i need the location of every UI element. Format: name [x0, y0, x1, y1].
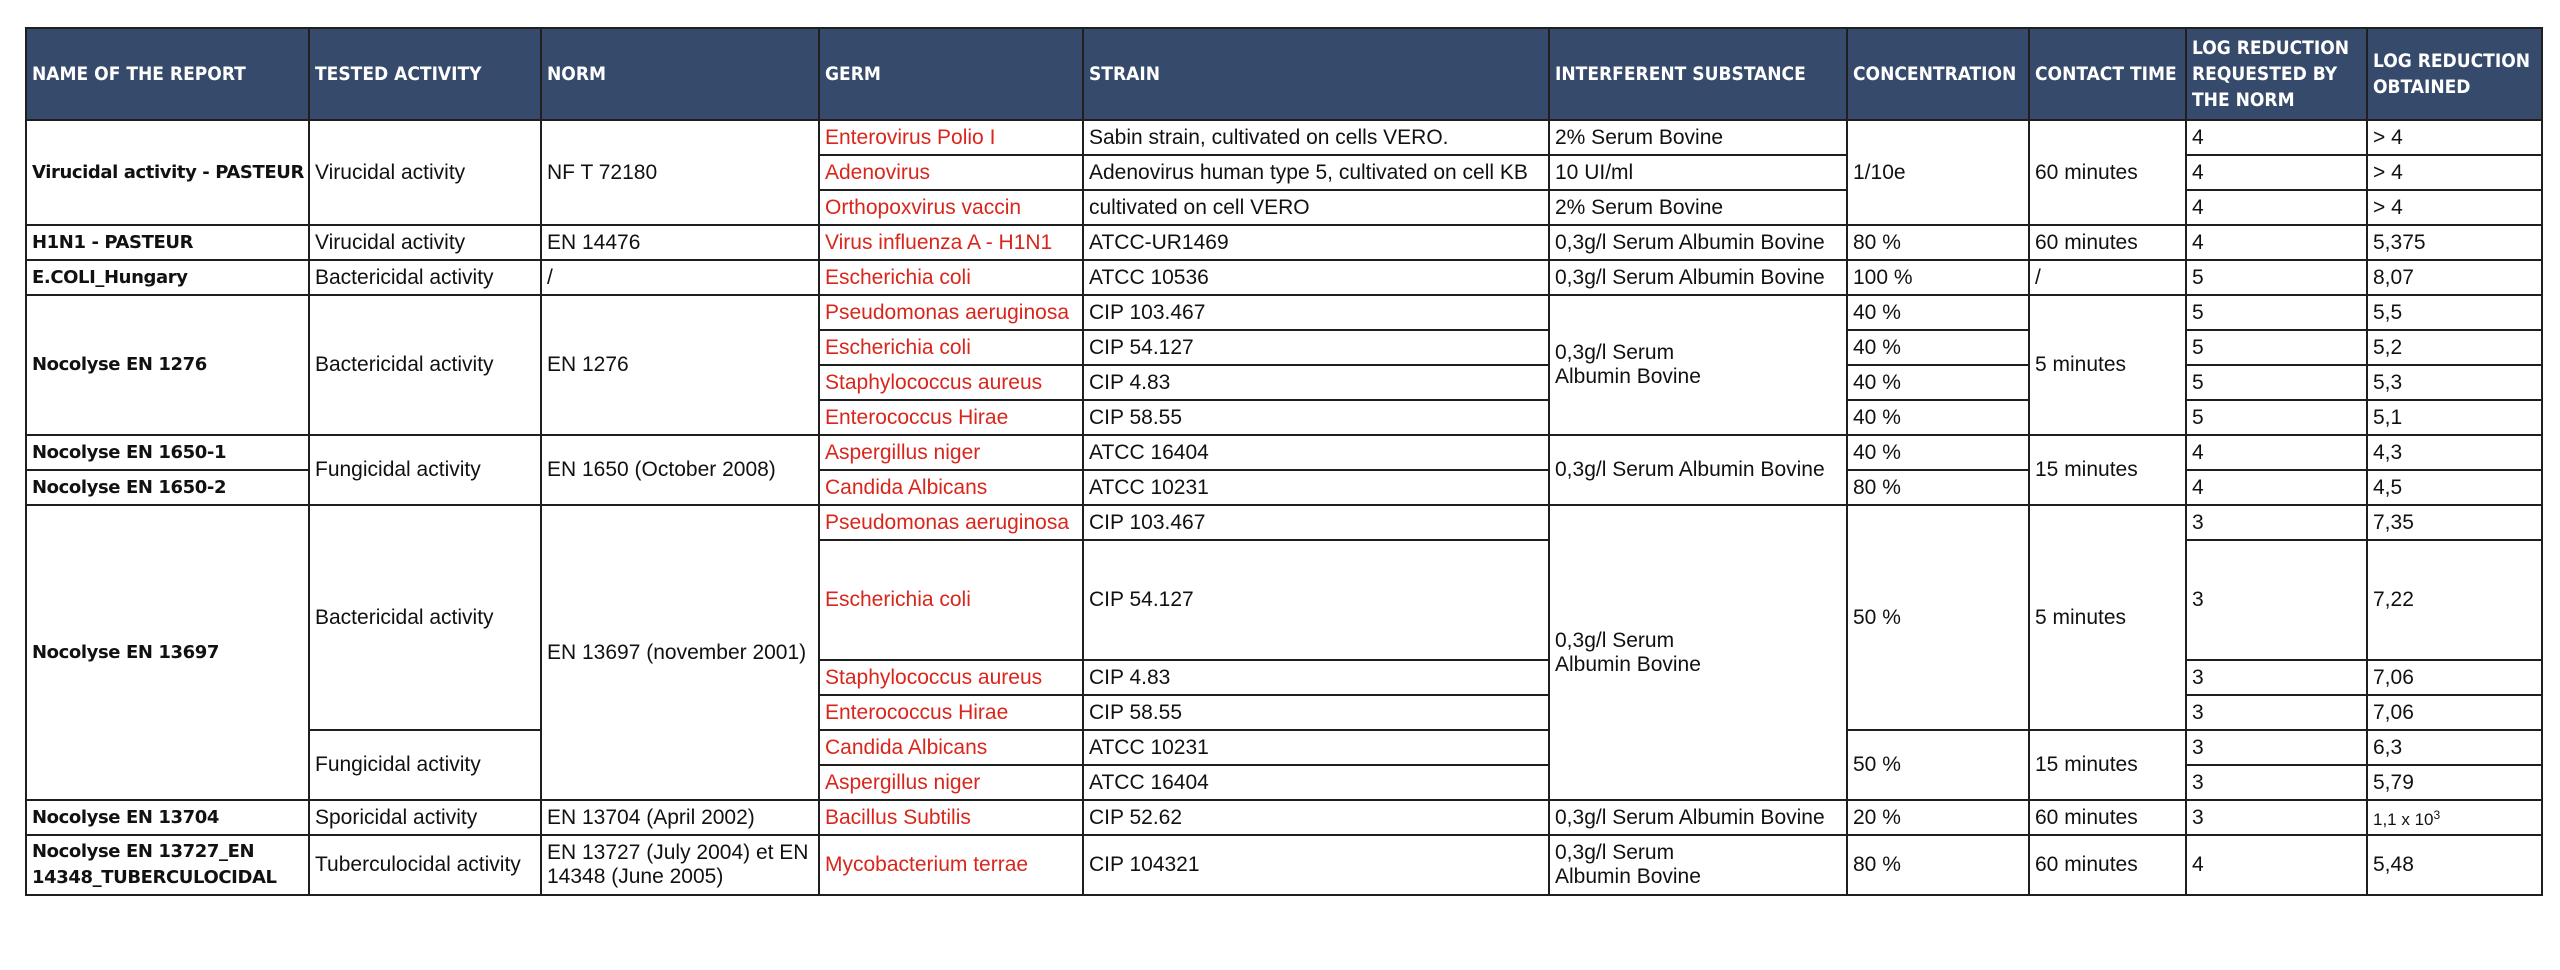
germ: Escherichia coli	[819, 330, 1083, 365]
log-obtained: > 4	[2367, 155, 2542, 190]
norm: EN 13697 (november 2001)	[541, 505, 819, 800]
log-requested: 5	[2186, 400, 2367, 435]
report-name: Nocolyse EN 1650-2	[26, 470, 309, 505]
strain: CIP 4.83	[1083, 660, 1549, 695]
log-obtained	[2367, 800, 2542, 835]
log-requested: 4	[2186, 120, 2367, 155]
contact-time: 60 minutes	[2029, 225, 2186, 260]
strain: cultivated on cell VERO	[1083, 190, 1549, 225]
interferent: 0,3g/l Serum Albumin Bovine	[1549, 435, 1847, 505]
concentration: 100 %	[1847, 260, 2029, 295]
norm: NF T 72180	[541, 120, 819, 225]
log-requested: 4	[2186, 470, 2367, 505]
interferent: 10 UI/ml	[1549, 155, 1847, 190]
norm: EN 13727 (July 2004) et EN 14348 (June 2005)	[541, 835, 819, 895]
header-log-obtained: LOG REDUCTION OBTAINED	[2367, 28, 2542, 120]
concentration: 80 %	[1847, 835, 2029, 895]
interferent: 0,3g/l Serum Albumin Bovine	[1549, 225, 1847, 260]
table-row	[26, 435, 2542, 470]
log-obtained: 4,3	[2367, 435, 2542, 470]
concentration: 50 %	[1847, 505, 2029, 730]
log-obtained: 7,06	[2367, 660, 2542, 695]
germ	[819, 295, 1083, 330]
germ: Enterococcus Hirae	[819, 400, 1083, 435]
strain: ATCC 16404	[1083, 765, 1549, 800]
interferent: 0,3g/l Serum Albumin Bovine	[1549, 835, 1847, 895]
germ: Virus influenza A - H1N1	[819, 225, 1083, 260]
contact-time: 15 minutes	[2029, 730, 2186, 800]
table-row	[26, 260, 2542, 295]
header-row	[26, 28, 2542, 120]
table-row	[26, 295, 2542, 330]
log-requested: 5	[2186, 260, 2367, 295]
interferent: 0,3g/l Serum Albumin Bovine	[1549, 505, 1847, 800]
report-name: Nocolyse EN 13697	[26, 505, 309, 800]
germ: Candida Albicans	[819, 470, 1083, 505]
strain: CIP 104321	[1083, 835, 1549, 895]
germ: Adenovirus	[819, 155, 1083, 190]
log-obtained: 6,3	[2367, 730, 2542, 765]
strain: CIP 58.55	[1083, 400, 1549, 435]
log-requested: 3	[2186, 505, 2367, 540]
log-obtained: 5,375	[2367, 225, 2542, 260]
log-requested: 4	[2186, 190, 2367, 225]
log-requested: 3	[2186, 765, 2367, 800]
germ: Staphylococcus aureus	[819, 365, 1083, 400]
log-requested: 3	[2186, 800, 2367, 835]
log-obtained: > 4	[2367, 190, 2542, 225]
strain: ATCC-UR1469	[1083, 225, 1549, 260]
header-activity: TESTED ACTIVITY	[309, 28, 541, 120]
table-row	[26, 730, 2542, 765]
log-obtained: 7,22	[2367, 540, 2542, 660]
strain: ATCC 10536	[1083, 260, 1549, 295]
germ-text: Pseudomonas aeruginosa	[825, 510, 1070, 534]
contact-time: 60 minutes	[2029, 120, 2186, 225]
log-obtained: 5,79	[2367, 765, 2542, 800]
norm: EN 13704 (April 2002)	[541, 800, 819, 835]
interferent: 0,3g/l Serum Albumin Bovine	[1549, 295, 1847, 435]
germ: Escherichia coli	[819, 260, 1083, 295]
strain: Sabin strain, cultivated on cells VERO.	[1083, 120, 1549, 155]
contact-time: 5 minutes	[2029, 295, 2186, 435]
concentration: 80 %	[1847, 470, 2029, 505]
norm: EN 14476	[541, 225, 819, 260]
tested-activity: Tuberculocidal activity	[309, 835, 541, 895]
strain: ATCC 16404	[1083, 435, 1549, 470]
table-row	[26, 505, 2542, 540]
report-name: E.COLI_Hungary	[26, 260, 309, 295]
strain: CIP 58.55	[1083, 695, 1549, 730]
log-requested: 3	[2186, 695, 2367, 730]
log-requested: 3	[2186, 660, 2367, 695]
table-row	[26, 225, 2542, 260]
table-row	[26, 800, 2542, 835]
norm: EN 1650 (October 2008)	[541, 435, 819, 505]
report-name: Nocolyse EN 13704	[26, 800, 309, 835]
log-obtained: 4,5	[2367, 470, 2542, 505]
tested-activity: Virucidal activity	[309, 225, 541, 260]
log-requested: 4	[2186, 835, 2367, 895]
concentration: 20 %	[1847, 800, 2029, 835]
log-obtained-base: 1,1 x 10	[2373, 810, 2434, 829]
norm: EN 1276	[541, 295, 819, 435]
contact-time: 60 minutes	[2029, 800, 2186, 835]
strain: CIP 4.83	[1083, 365, 1549, 400]
header-strain: STRAIN	[1083, 28, 1549, 120]
concentration: 80 %	[1847, 225, 2029, 260]
log-requested: 5	[2186, 295, 2367, 330]
header-name: NAME OF THE REPORT	[26, 28, 309, 120]
tested-activity: Sporicidal activity	[309, 800, 541, 835]
log-requested: 5	[2186, 365, 2367, 400]
strain: CIP 52.62	[1083, 800, 1549, 835]
germ: Orthopoxvirus vaccin	[819, 190, 1083, 225]
report-name: Virucidal activity - PASTEUR	[26, 120, 309, 225]
germ: Bacillus Subtilis	[819, 800, 1083, 835]
germ: Staphylococcus aureus	[819, 660, 1083, 695]
germ: Aspergillus niger	[819, 435, 1083, 470]
germ: Enterococcus Hirae	[819, 695, 1083, 730]
log-obtained: 5,3	[2367, 365, 2542, 400]
report-name: H1N1 - PASTEUR	[26, 225, 309, 260]
header-germ: GERM	[819, 28, 1083, 120]
tested-activity: Fungicidal activity	[309, 730, 541, 800]
report-name: Nocolyse EN 1276	[26, 295, 309, 435]
germ	[819, 505, 1083, 540]
log-requested: 3	[2186, 540, 2367, 660]
log-obtained: 5,1	[2367, 400, 2542, 435]
germ: Aspergillus niger	[819, 765, 1083, 800]
log-requested: 4	[2186, 435, 2367, 470]
report-name: Nocolyse EN 1650-1	[26, 435, 309, 470]
strain-text: Adenovirus human type 5, cultivated on cell KB	[1089, 160, 1528, 184]
log-requested: 5	[2186, 330, 2367, 365]
log-obtained: 8,07	[2367, 260, 2542, 295]
germ: Mycobacterium terrae	[819, 835, 1083, 895]
germ: Candida Albicans	[819, 730, 1083, 765]
contact-time: 5 minutes	[2029, 505, 2186, 730]
tested-activity: Virucidal activity	[309, 120, 541, 225]
concentration: 50 %	[1847, 730, 2029, 800]
log-obtained: 5,48	[2367, 835, 2542, 895]
log-obtained: 7,06	[2367, 695, 2542, 730]
disinfectant-efficacy-table	[25, 27, 2543, 896]
log-requested: 4	[2186, 155, 2367, 190]
strain: CIP 54.127	[1083, 540, 1549, 660]
concentration: 40 %	[1847, 295, 2029, 330]
concentration: 40 %	[1847, 365, 2029, 400]
log-obtained: 7,35	[2367, 505, 2542, 540]
log-obtained: > 4	[2367, 120, 2542, 155]
tested-activity: Bactericidal activity	[309, 505, 541, 730]
tested-activity: Bactericidal activity	[309, 260, 541, 295]
header-interferent: INTERFERENT SUBSTANCE	[1549, 28, 1847, 120]
concentration: 1/10e	[1847, 120, 2029, 225]
strain: ATCC 10231	[1083, 730, 1549, 765]
header-norm: NORM	[541, 28, 819, 120]
strain: CIP 103.467	[1083, 505, 1549, 540]
norm: /	[541, 260, 819, 295]
log-obtained-exponent: 3	[2433, 808, 2441, 822]
contact-time: /	[2029, 260, 2186, 295]
header-concentration: CONCENTRATION	[1847, 28, 2029, 120]
concentration: 40 %	[1847, 400, 2029, 435]
interferent: 0,3g/l Serum Albumin Bovine	[1549, 260, 1847, 295]
concentration: 40 %	[1847, 435, 2029, 470]
germ: Escherichia coli	[819, 540, 1083, 660]
tested-activity: Bactericidal activity	[309, 295, 541, 435]
strain: CIP 103.467	[1083, 295, 1549, 330]
header-contact-time: CONTACT TIME	[2029, 28, 2186, 120]
log-obtained: 5,2	[2367, 330, 2542, 365]
tested-activity: Fungicidal activity	[309, 435, 541, 505]
table-row	[26, 120, 2542, 155]
concentration: 40 %	[1847, 330, 2029, 365]
interferent: 2% Serum Bovine	[1549, 120, 1847, 155]
strain: CIP 54.127	[1083, 330, 1549, 365]
table-row	[26, 835, 2542, 895]
interferent: 2% Serum Bovine	[1549, 190, 1847, 225]
germ-text: Pseudomonas aeruginosa	[825, 300, 1070, 324]
report-name: Nocolyse EN 13727_EN 14348_TUBERCULOCIDAL	[26, 835, 309, 895]
log-requested: 4	[2186, 225, 2367, 260]
germ: Enterovirus Polio I	[819, 120, 1083, 155]
log-requested: 3	[2186, 730, 2367, 765]
strain	[1083, 155, 1549, 190]
interferent: 0,3g/l Serum Albumin Bovine	[1549, 800, 1847, 835]
strain: ATCC 10231	[1083, 470, 1549, 505]
log-obtained: 5,5	[2367, 295, 2542, 330]
contact-time: 60 minutes	[2029, 835, 2186, 895]
header-log-requested: LOG REDUCTION REQUESTED BY THE NORM	[2186, 28, 2367, 120]
contact-time: 15 minutes	[2029, 435, 2186, 505]
